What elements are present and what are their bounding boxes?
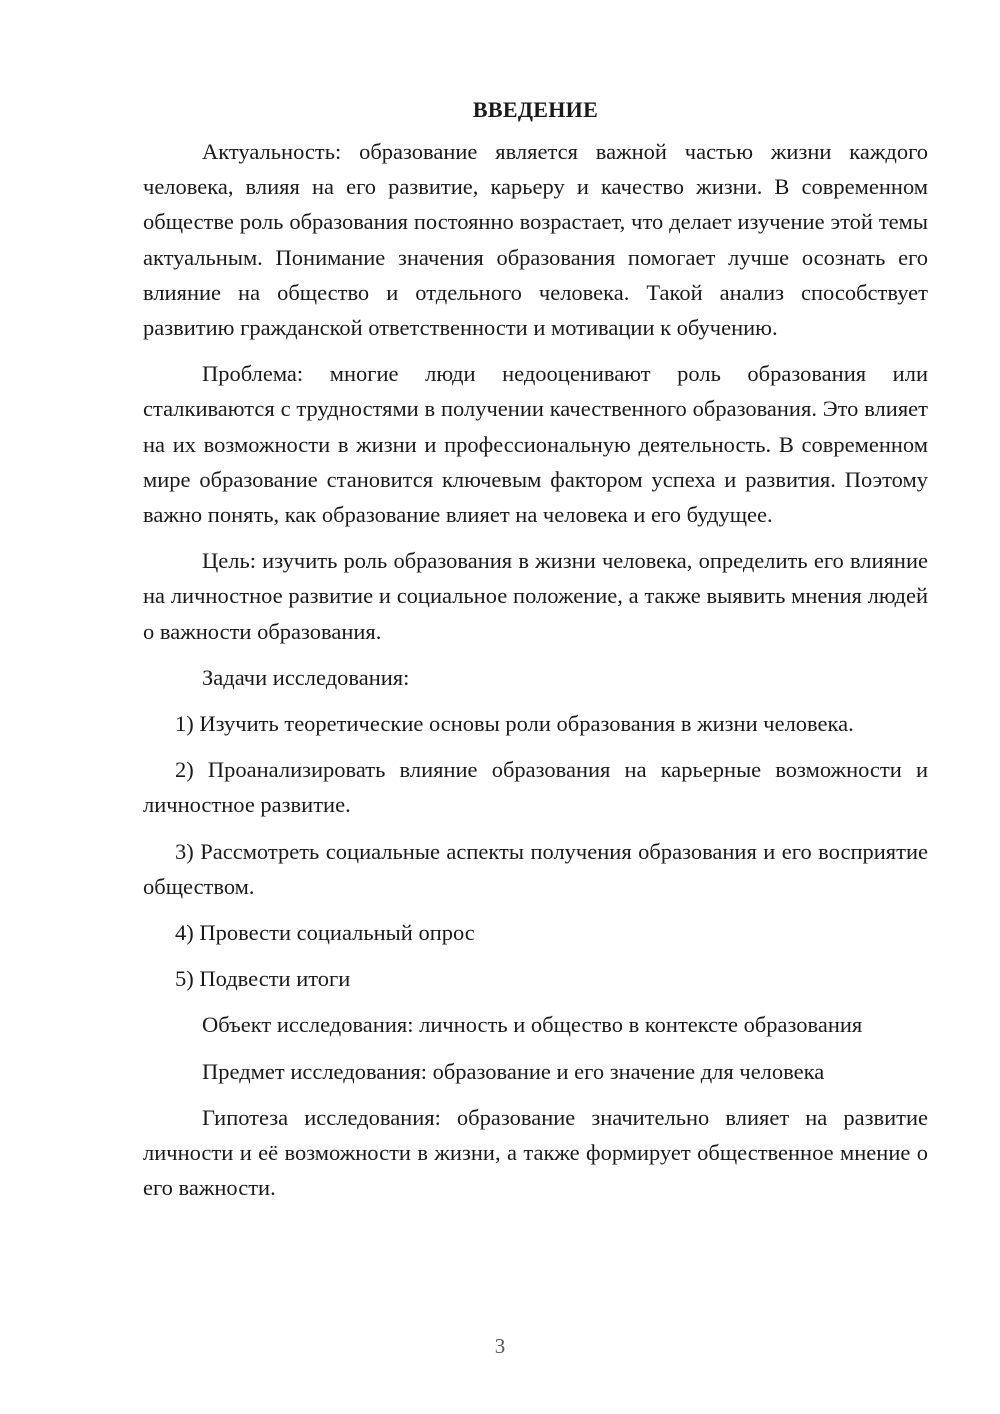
task-item-5: 5) Подвести итоги [175, 966, 351, 992]
task-item-2: 2) Проанализировать влияние образования на карьерные возможности и личностное развитие. [143, 757, 928, 818]
task-item-3: 3) Рассмотреть социальные аспекты получения образования и его восприятие обществом. [143, 838, 928, 899]
task-item-4: 4) Провести социальный опрос [175, 920, 475, 946]
paragraph-problem: Проблема: многие люди недооценивают роль образования или сталкиваются с трудностями в получении качественного образования. Это влияет на их возможности в жизни и профессиональную деятельность. В современном мире образование становится ключевым фактором успеха и развития. Поэтому важно понять, как образование влияет на человека и его будущее. [143, 361, 928, 528]
paragraph-relevance: Актуальность: образование является важной частью жизни каждого человека, влияя на его развитие, карьеру и качество жизни. В современном обществе роль образования постоянно возрастает, что делает изучение этой темы актуальным. Понимание значения образования помогает лучше осознать его влияние на общество и отдельного человека. Такой анализ способствует развитию гражданской ответственности и мотивации к обучению. [143, 139, 928, 341]
paragraph-tasks-heading: Задачи исследования: [202, 664, 410, 690]
paragraph-hypothesis: Гипотеза исследования: образование значительно влияет на развитие личности и её возможности в жизни, а также формирует общественное мнение о его важности. [143, 1104, 928, 1201]
paragraph-goal: Цель: изучить роль образования в жизни человека, определить его влияние на личностное развитие и социальное положение, а также выявить мнения людей о важности образования. [143, 548, 928, 644]
paragraph-object: Объект исследования: личность и общество в контексте образования [202, 1012, 863, 1038]
task-item-1: 1) Изучить теоретические основы роли образования в жизни человека. [175, 711, 854, 737]
section-title: ВВЕДЕНИЕ [472, 97, 599, 122]
page-number: 3 [494, 1334, 506, 1358]
paragraph-subject: Предмет исследования: образование и его значение для человека [202, 1058, 825, 1084]
document-page [143, 92, 928, 1216]
